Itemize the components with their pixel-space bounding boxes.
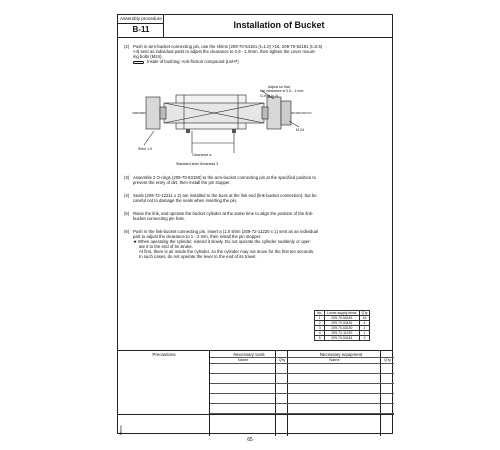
step-line: Push in arm-bucket connecting pin, use the shims (209-70-54181 (t=1.0) ×16, 209-70-54181 (t=0.5) (133, 44, 323, 49)
standard-shim-label: Standard shim thickness 3 (176, 162, 219, 166)
step-2 (124, 44, 388, 64)
step-line: Raise the link, and operate the bucket cylinder at the same time to align the position of the link- (133, 211, 314, 216)
equipment-name-header: Name (329, 358, 340, 362)
step-number: (3) (124, 175, 130, 180)
table-cell: 3 (315, 326, 325, 331)
table-cell: 4 (315, 331, 325, 336)
section-label: Assembly procedure (120, 16, 162, 21)
tools-qty-header: Q'ty (278, 358, 286, 362)
procedure-code-box (118, 15, 164, 38)
step-line: Seals (209-72-12211 x 2) are installed to the boss at the link end (link-bucket connection), but be (133, 193, 317, 198)
requirements-section (118, 350, 392, 435)
lubricant-note: Inside of bushing: Anti-friction compound (LM-P) (133, 59, 388, 64)
procedure-sheet (117, 14, 393, 434)
bolt-callout: M 24 (296, 128, 304, 132)
tools-name-header: Name (237, 358, 249, 362)
step-line: ×4) sent as individual parts to adjust the clearance to 0.5 - 1.0mm, then tighten the cover mount- (133, 49, 316, 55)
table-cell: 209-70-54181 (325, 316, 359, 321)
step-line: bucket connecting pin hole. (133, 216, 186, 222)
caution-line: ate it to the end of its stroke. (139, 244, 193, 250)
step-6 (124, 229, 388, 260)
column-header: Loose-supply items (325, 311, 359, 316)
table-cell: 209-72-11220 (325, 331, 359, 336)
loose-supply-table (314, 310, 370, 341)
adjust-note-line1: Adjust so that (268, 85, 290, 89)
table-cell: 209-70-54181 (325, 321, 359, 326)
equipment-qty-header: Q'ty (384, 358, 391, 362)
table-cell: 2 (359, 326, 370, 331)
column-header: No. (315, 311, 325, 316)
step-4 (124, 193, 388, 203)
grease-icon (133, 61, 144, 64)
precautions-column (118, 351, 210, 436)
step-3 (124, 175, 388, 185)
page-title: Installation of Bucket (233, 20, 325, 30)
table-cell: 16 (359, 316, 370, 321)
table-cell: 5 (315, 336, 325, 341)
page-number: 65 (247, 437, 253, 443)
shim-callout: Shim 1.0 (138, 147, 153, 151)
step-line: Push in the link-bucket connecting pin, insert a (1.0 shim (209-72-11220 x 1) sent as an individual (133, 229, 319, 234)
adjust-note-line2: the clearance is 0.5 - 1 mm. (260, 89, 305, 93)
procedure-code: B-11 (132, 25, 150, 34)
table-cell: 2 (315, 321, 325, 326)
caution-line: In such cases, do not operate the lever to the end of its travel. (139, 254, 257, 260)
precautions-heading: Precautions (152, 352, 176, 357)
equipment-heading: Necessary equipment (319, 352, 363, 357)
step-5 (124, 211, 388, 221)
table-row (315, 336, 370, 341)
step-line: part to adjust the clearance to 1 - 2 mm, then install the pin stopper. (133, 234, 262, 240)
sheet-header (118, 15, 392, 38)
step-number: (6) (124, 229, 130, 234)
step-line: ing bolts (M24). (133, 54, 163, 60)
table-cell: 1 (359, 331, 370, 336)
table-cell: 2 (359, 336, 370, 341)
tools-heading: Necessary tools (233, 352, 265, 357)
step-line: prevent the entry of dirt, then install the pin stopper. (133, 180, 231, 186)
step-number: (5) (124, 211, 130, 216)
others-label: Others (119, 425, 123, 435)
column-header: Q'ty (359, 311, 370, 316)
table-cell: 209-70-54181 (325, 336, 359, 341)
step-line: careful not to damage the seals when inserting the pin. (133, 198, 238, 204)
step-line: Assemble 2 O-rings (209-70-53150) to the arm-bucket connecting pin at the specified position to (133, 175, 316, 180)
table-cell: 4 (359, 321, 370, 326)
step-number: (4) (124, 193, 130, 198)
bucket-pin-cross-section-drawing (124, 83, 319, 165)
caution-line: At first, there is air inside the cylinder, so the cylinder may not move for the first ten seconds. (139, 249, 315, 255)
o-ring-callout: O-ring (x 2) (260, 94, 279, 98)
caution-line: ★ When operating the cylinder, extend it slowly. Do not operate the cylinder suddenly or oper- (133, 239, 312, 245)
table-cell: 1 (315, 316, 325, 321)
step-number: (2) (124, 44, 130, 49)
clearance-label: Clearance a (192, 153, 212, 157)
table-cell: 209-70-53150 (325, 326, 359, 331)
